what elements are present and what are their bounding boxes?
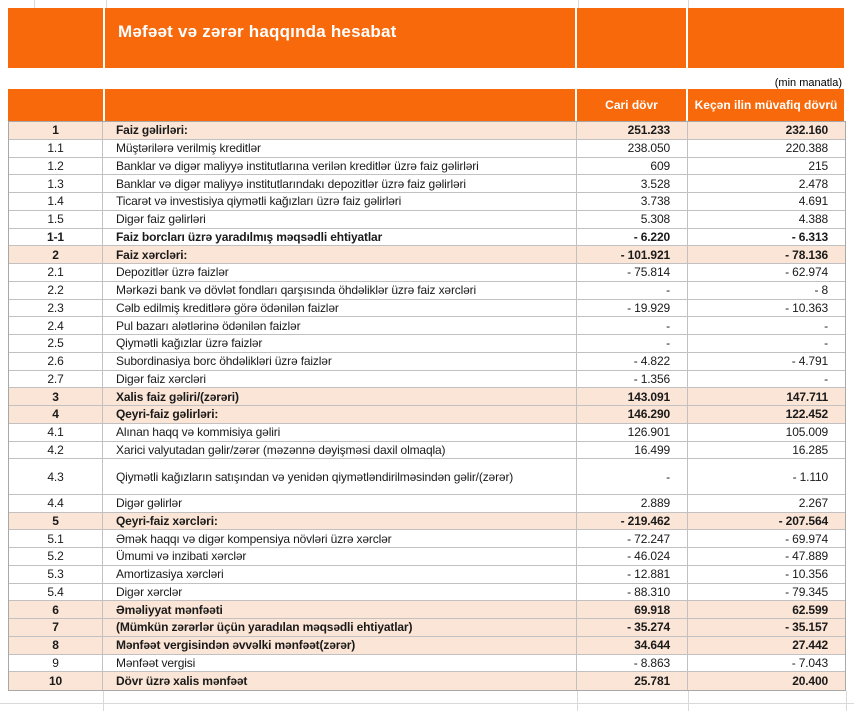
title-banner-cell-blank-right bbox=[688, 8, 844, 68]
row-number-cell: 2.7 bbox=[9, 371, 103, 388]
table-row bbox=[9, 193, 845, 211]
table-row bbox=[9, 406, 845, 424]
row-label-cell: Xarici valyutadan gəlir/zərər (məzənnə dəyişməsi daxil olmaqla) bbox=[103, 442, 577, 459]
current-period-value-cell: 2.889 bbox=[577, 495, 688, 512]
row-number-cell: 2.3 bbox=[9, 300, 103, 317]
current-period-value-cell: 3.528 bbox=[577, 175, 688, 192]
table-row bbox=[9, 282, 845, 300]
row-label-cell: Ticarət və investisiya qiymətli kağızları üzrə faiz gəlirləri bbox=[103, 193, 577, 210]
grid-line bbox=[688, 691, 689, 711]
row-label-cell: Dövr üzrə xalis mənfəət bbox=[103, 672, 577, 690]
column-header-blank-label bbox=[105, 89, 575, 121]
row-number-cell: 2 bbox=[9, 246, 103, 263]
row-number-cell: 5.2 bbox=[9, 548, 103, 565]
row-label-cell: Əməliyyat mənfəəti bbox=[103, 601, 577, 618]
table-row bbox=[9, 353, 845, 371]
row-label-cell: Qiymətli kağızların satışından və yenidən qiymətləndirilməsindən gəlir/(zərər) bbox=[103, 459, 577, 494]
row-label-cell: Faiz borcları üzrə yaradılmış məqsədli ehtiyatlar bbox=[103, 229, 577, 246]
current-period-value-cell: 16.499 bbox=[577, 442, 688, 459]
row-label-cell: Qiymətli kağızlar üzrə faizlər bbox=[103, 335, 577, 352]
previous-period-value-cell: - 69.974 bbox=[785, 531, 828, 546]
row-number-cell: 1.2 bbox=[9, 158, 103, 175]
table-row bbox=[9, 655, 845, 673]
current-period-value-cell: - 75.814 bbox=[577, 264, 688, 281]
previous-period-value-cell: 122.452 bbox=[785, 407, 828, 422]
previous-period-value-cell: - 1.110 bbox=[792, 469, 828, 484]
current-period-value-cell: - 19.929 bbox=[577, 300, 688, 317]
previous-period-value-cell: 27.442 bbox=[792, 638, 828, 653]
row-label-cell: (Mümkün zərərlər üçün yaradılan məqsədli ehtiyatlar) bbox=[103, 619, 577, 636]
current-period-value-cell: - 35.274 bbox=[577, 619, 688, 636]
row-label-cell: Mərkəzi bank və dövlət fondları qarşısında öhdəliklər üzrə faiz xərcləri bbox=[103, 282, 577, 299]
table-row bbox=[9, 246, 845, 264]
grid-line bbox=[34, 0, 35, 8]
previous-period-value-cell: 16.285 bbox=[792, 442, 828, 457]
row-number-cell: 9 bbox=[9, 655, 103, 672]
row-label-cell: Digər xərclər bbox=[103, 584, 577, 601]
current-period-value-cell: 3.738 bbox=[577, 193, 688, 210]
title-banner bbox=[8, 8, 846, 68]
current-period-value-cell: 238.050 bbox=[577, 140, 688, 157]
row-label-cell: Depozitlər üzrə faizlər bbox=[103, 264, 577, 281]
row-number-cell: 1-1 bbox=[9, 229, 103, 246]
row-label-cell: Alınan haqq və kommisiya gəliri bbox=[103, 424, 577, 441]
previous-period-value-cell: 105.009 bbox=[785, 425, 828, 440]
table-row bbox=[9, 495, 845, 513]
title-banner-cell-title bbox=[105, 8, 575, 68]
row-number-cell: 1.1 bbox=[9, 140, 103, 157]
grid-line bbox=[0, 703, 854, 704]
previous-period-value-cell: 2.267 bbox=[798, 496, 828, 511]
column-header-previous-period: Keçən ilin müvafiq dövrü bbox=[688, 89, 844, 121]
row-number-cell: 2.1 bbox=[9, 264, 103, 281]
table-row bbox=[9, 317, 845, 335]
previous-period-value-cell: - 78.136 bbox=[785, 247, 828, 262]
previous-period-value-cell: - 10.356 bbox=[785, 567, 828, 582]
row-label-cell: Xalis faiz gəliri/(zərəri) bbox=[103, 388, 577, 405]
row-number-cell: 1.5 bbox=[9, 211, 103, 228]
report-table bbox=[8, 121, 846, 691]
table-row bbox=[9, 584, 845, 602]
grid-line bbox=[103, 691, 104, 711]
column-header-row bbox=[8, 89, 846, 121]
row-number-cell: 5.4 bbox=[9, 584, 103, 601]
current-period-value-cell: 5.308 bbox=[577, 211, 688, 228]
page-title: Məfəət və zərər haqqında hesabat bbox=[118, 22, 397, 41]
previous-period-value-cell: - bbox=[824, 318, 828, 333]
row-label-cell: Banklar və digər maliyyə institutlarındakı depozitlər üzrə faiz gəlirləri bbox=[103, 175, 577, 192]
row-label-cell: Müştərilərə verilmiş kreditlər bbox=[103, 140, 577, 157]
grid-line bbox=[578, 0, 579, 8]
column-header-current-period: Cari dövr bbox=[577, 89, 686, 121]
previous-period-value-cell: 62.599 bbox=[792, 602, 828, 617]
table-row bbox=[9, 158, 845, 176]
current-period-value-cell: - 46.024 bbox=[577, 548, 688, 565]
row-number-cell: 5.1 bbox=[9, 530, 103, 547]
table-row bbox=[9, 530, 845, 548]
current-period-value-cell: - bbox=[577, 282, 688, 299]
row-number-cell: 4.1 bbox=[9, 424, 103, 441]
current-period-value-cell: 146.290 bbox=[577, 406, 688, 423]
current-period-value-cell: - bbox=[577, 335, 688, 352]
row-label-cell: Qeyri-faiz gəlirləri: bbox=[103, 406, 577, 423]
current-period-value-cell: 25.781 bbox=[577, 672, 688, 690]
current-period-value-cell: - 72.247 bbox=[577, 530, 688, 547]
current-period-value-cell: 143.091 bbox=[577, 388, 688, 405]
table-row bbox=[9, 229, 845, 247]
row-label-cell: Subordinasiya borc öhdəlikləri üzrə faizlər bbox=[103, 353, 577, 370]
table-row bbox=[9, 122, 845, 140]
row-label-cell: Əmək haqqı və digər kompensiya növləri üzrə xərclər bbox=[103, 530, 577, 547]
previous-period-value-cell: 215 bbox=[808, 158, 828, 173]
row-number-cell: 2.2 bbox=[9, 282, 103, 299]
previous-period-value-cell: - 207.564 bbox=[778, 513, 828, 528]
row-number-cell: 2.4 bbox=[9, 317, 103, 334]
table-row bbox=[9, 388, 845, 406]
grid-line bbox=[106, 0, 107, 8]
unit-note: (min manatla) bbox=[774, 77, 842, 89]
current-period-value-cell: 34.644 bbox=[577, 637, 688, 654]
title-banner-cell-blank-left bbox=[8, 8, 103, 68]
previous-period-value-cell: 147.711 bbox=[786, 389, 828, 404]
row-number-cell: 4.3 bbox=[9, 459, 103, 494]
row-number-cell: 4 bbox=[9, 406, 103, 423]
current-period-value-cell: - 1.356 bbox=[577, 371, 688, 388]
column-header-blank-number bbox=[8, 89, 103, 121]
row-number-cell: 7 bbox=[9, 619, 103, 636]
previous-period-value-cell: - 6.313 bbox=[791, 229, 828, 244]
current-period-value-cell: - 219.462 bbox=[577, 513, 688, 530]
row-label-cell: Digər faiz gəlirləri bbox=[103, 211, 577, 228]
current-period-value-cell: 251.233 bbox=[577, 122, 688, 139]
grid-line bbox=[846, 691, 847, 711]
table-row bbox=[9, 264, 845, 282]
previous-period-value-cell: - 79.345 bbox=[785, 584, 828, 599]
previous-period-value-cell: 220.388 bbox=[785, 141, 828, 156]
table-row bbox=[9, 211, 845, 229]
row-label-cell: Mənfəət vergisindən əvvəlki mənfəət(zərər) bbox=[103, 637, 577, 654]
previous-period-value-cell: 2.478 bbox=[798, 176, 828, 191]
previous-period-value-cell: 20.400 bbox=[792, 674, 828, 689]
row-number-cell: 5 bbox=[9, 513, 103, 530]
previous-period-value-cell: - 8 bbox=[814, 283, 828, 298]
row-number-cell: 3 bbox=[9, 388, 103, 405]
current-period-value-cell: 126.901 bbox=[577, 424, 688, 441]
table-row bbox=[9, 548, 845, 566]
title-banner-cell-blank-mid bbox=[577, 8, 686, 68]
current-period-value-cell: - bbox=[577, 317, 688, 334]
table-row bbox=[9, 175, 845, 193]
row-label-cell: Ümumi və inzibati xərclər bbox=[103, 548, 577, 565]
row-label-cell: Banklar və digər maliyyə institutlarına verilən kreditlər üzrə faiz gəlirləri bbox=[103, 158, 577, 175]
current-period-value-cell: - 101.921 bbox=[577, 246, 688, 263]
row-number-cell: 1 bbox=[9, 122, 103, 139]
table-row bbox=[9, 601, 845, 619]
row-label-cell: Qeyri-faiz xərcləri: bbox=[103, 513, 577, 530]
previous-period-value-cell: - bbox=[824, 371, 828, 386]
table-row bbox=[9, 140, 845, 158]
table-row bbox=[9, 300, 845, 318]
current-period-value-cell: 609 bbox=[577, 158, 688, 175]
current-period-value-cell: 69.918 bbox=[577, 601, 688, 618]
row-number-cell: 10 bbox=[9, 672, 103, 690]
row-number-cell: 1.3 bbox=[9, 175, 103, 192]
row-label-cell: Amortizasiya xərcləri bbox=[103, 566, 577, 583]
table-row bbox=[9, 371, 845, 389]
table-row bbox=[9, 566, 845, 584]
current-period-value-cell: - 6.220 bbox=[577, 229, 688, 246]
previous-period-value-cell: 232.160 bbox=[785, 123, 828, 138]
row-label-cell: Pul bazarı alətlərinə ödənilən faizlər bbox=[103, 317, 577, 334]
previous-period-value-cell: - 10.363 bbox=[785, 300, 828, 315]
row-number-cell: 5.3 bbox=[9, 566, 103, 583]
previous-period-value-cell: - 4.791 bbox=[791, 354, 828, 369]
current-period-value-cell: - bbox=[577, 459, 688, 494]
table-row bbox=[9, 672, 845, 690]
row-label-cell: Digər faiz xərcləri bbox=[103, 371, 577, 388]
grid-line bbox=[577, 691, 578, 711]
current-period-value-cell: - 8.863 bbox=[577, 655, 688, 672]
row-number-cell: 4.2 bbox=[9, 442, 103, 459]
table-row bbox=[9, 637, 845, 655]
previous-period-value-cell: - 47.889 bbox=[785, 549, 828, 564]
table-row bbox=[9, 442, 845, 460]
grid-line bbox=[688, 0, 689, 8]
previous-period-value-cell: - bbox=[824, 336, 828, 351]
previous-period-value-cell: - 62.974 bbox=[785, 265, 828, 280]
previous-period-value-cell: - 35.157 bbox=[785, 620, 828, 635]
previous-period-value-cell: 4.691 bbox=[798, 194, 828, 209]
row-number-cell: 2.5 bbox=[9, 335, 103, 352]
row-number-cell: 1.4 bbox=[9, 193, 103, 210]
table-row bbox=[9, 335, 845, 353]
current-period-value-cell: - 88.310 bbox=[577, 584, 688, 601]
table-row bbox=[9, 619, 845, 637]
row-number-cell: 4.4 bbox=[9, 495, 103, 512]
previous-period-value-cell: - 7.043 bbox=[791, 655, 828, 670]
row-label-cell: Digər gəlirlər bbox=[103, 495, 577, 512]
row-number-cell: 6 bbox=[9, 601, 103, 618]
row-label-cell: Faiz xərcləri: bbox=[103, 246, 577, 263]
row-label-cell: Faiz gəlirləri: bbox=[103, 122, 577, 139]
table-row bbox=[9, 513, 845, 531]
row-label-cell: Cəlb edilmiş kreditlərə görə ödənilən faizlər bbox=[103, 300, 577, 317]
row-number-cell: 2.6 bbox=[9, 353, 103, 370]
previous-period-value-cell: 4.388 bbox=[798, 212, 828, 227]
table-row bbox=[9, 459, 845, 495]
table-row bbox=[9, 424, 845, 442]
row-label-cell: Mənfəət vergisi bbox=[103, 655, 577, 672]
current-period-value-cell: - 12.881 bbox=[577, 566, 688, 583]
current-period-value-cell: - 4.822 bbox=[577, 353, 688, 370]
row-number-cell: 8 bbox=[9, 637, 103, 654]
